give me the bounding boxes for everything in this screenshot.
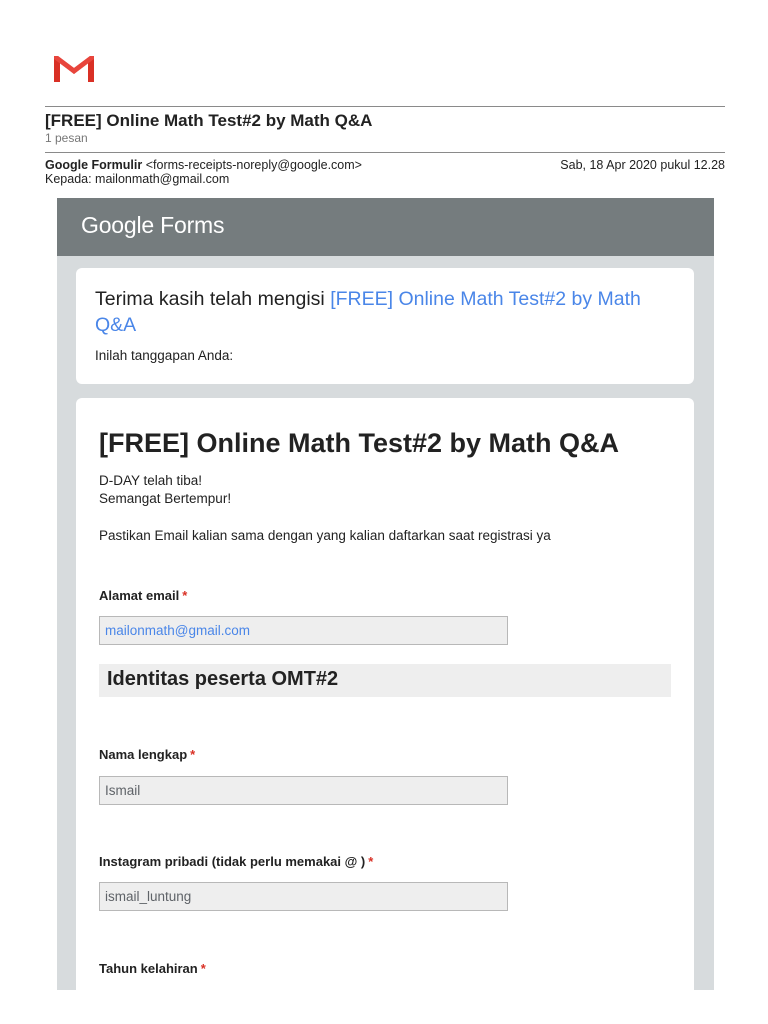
description-line: Pastikan Email kalian sama dengan yang kalian daftarkan saat registrasi ya — [99, 528, 551, 543]
thanks-prefix: Terima kasih telah mengisi — [95, 288, 331, 310]
answer-instagram: ismail_luntung — [99, 882, 508, 911]
email-date: Sab, 18 Apr 2020 pukul 12.28 — [560, 158, 725, 172]
answer-name: Ismail — [99, 776, 508, 805]
question-label-instagram — [99, 854, 373, 869]
required-asterisk: * — [182, 588, 188, 603]
thanks-message — [95, 286, 665, 338]
required-asterisk: * — [190, 747, 196, 762]
forms-header — [57, 198, 714, 256]
google-forms-logo: Google Forms — [81, 212, 225, 238]
question-text: Instagram pribadi (tidak perlu memakai @ ) — [99, 854, 366, 869]
sender-address: <forms-receipts-noreply@google.com> — [145, 158, 362, 172]
google-forms-receipt — [57, 198, 714, 990]
section-title: Identitas peserta OMT#2 — [107, 668, 339, 690]
header-divider — [45, 106, 725, 107]
thanks-card — [76, 268, 694, 384]
required-asterisk: * — [200, 961, 206, 976]
sender-name: Google Formulir — [45, 158, 143, 172]
form-link[interactable]: [FREE] Online Math Test#2 by Math Q&A — [95, 288, 641, 336]
description-line: Semangat Bertempur! — [99, 491, 232, 506]
subject-divider — [45, 152, 725, 153]
email-subject: [FREE] Online Math Test#2 by Math Q&A — [45, 111, 373, 130]
recipient-line: Kepada: mailonmath@gmail.com — [45, 172, 230, 186]
responses-label: Inilah tanggapan Anda: — [95, 348, 234, 363]
gmail-logo-icon — [52, 54, 96, 84]
question-text: Nama lengkap — [99, 747, 188, 762]
section-header — [99, 664, 671, 697]
responses-card — [76, 398, 694, 990]
description-line: D-DAY telah tiba! — [99, 473, 203, 488]
question-label-email — [99, 588, 187, 603]
form-description — [99, 472, 551, 545]
question-label-birth-year — [99, 961, 206, 976]
sender-line — [45, 158, 362, 172]
required-asterisk: * — [368, 854, 374, 869]
question-text: Tahun kelahiran — [99, 961, 198, 976]
form-title: [FREE] Online Math Test#2 by Math Q&A — [99, 428, 620, 458]
answer-email[interactable]: mailonmath@gmail.com — [99, 616, 508, 645]
question-text: Alamat email — [99, 588, 180, 603]
message-count: 1 pesan — [45, 131, 88, 145]
question-label-name — [99, 747, 195, 762]
